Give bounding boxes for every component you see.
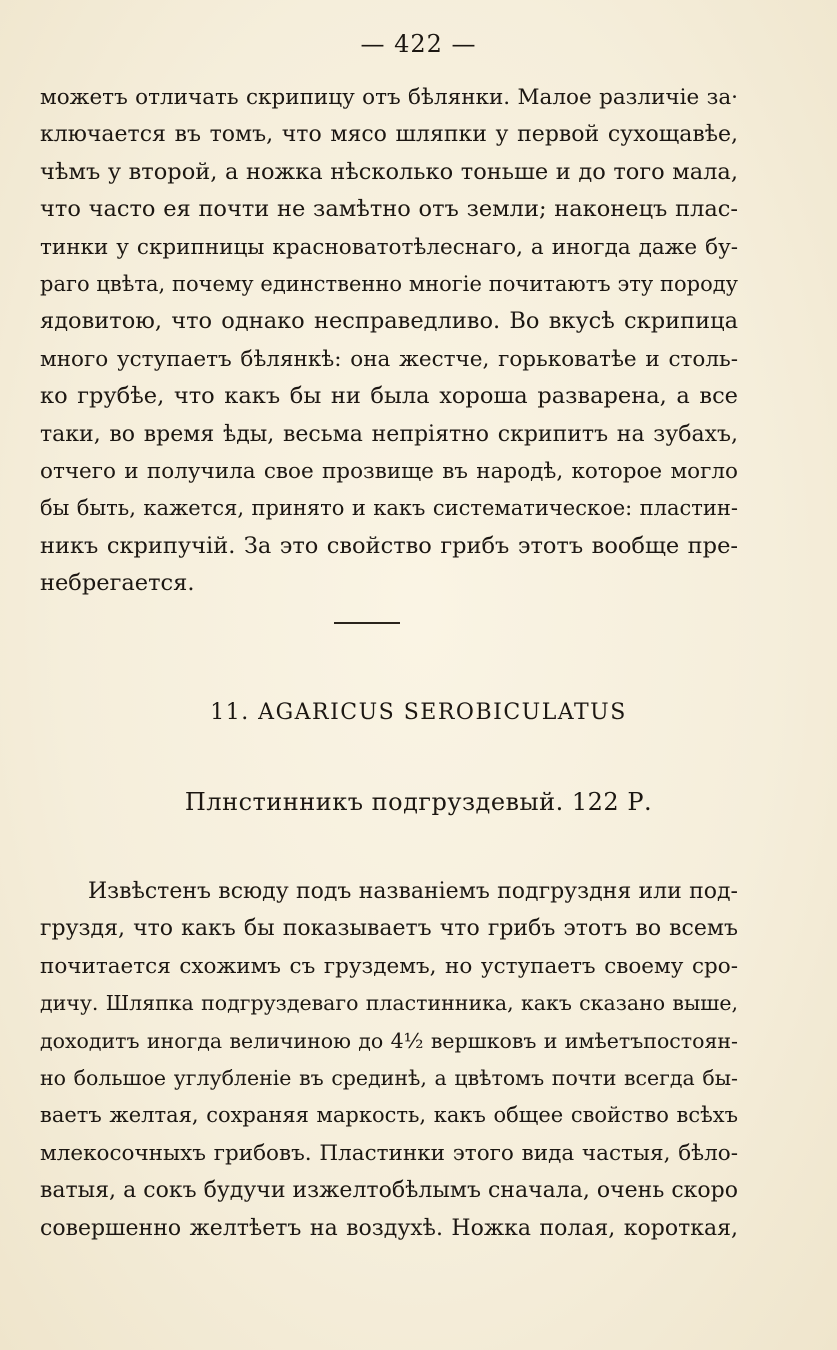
text-line: можетъ отличать скрипицу отъ бѣлянки. Малое различіе за·: [40, 85, 738, 110]
paragraph-2: [40, 873, 738, 1247]
text-line: но большое углубленіе въ срединѣ, а цвѣтомъ почти всегда бы-: [40, 1065, 738, 1090]
section-heading: 11. AGARICUS SEROBICULATUS: [210, 700, 627, 725]
text-line: дичу. Шляпка подгруздеваго пластинника, какъ сказано выше,: [40, 991, 738, 1016]
text-line: что часто ея почти не замѣтно отъ земли; наконецъ плас-: [40, 196, 738, 223]
text-line: ключается въ томъ, что мясо шляпки у первой сухощавѣе,: [40, 122, 738, 148]
text-line: ядовитою, что однако несправедливо. Во вкусѣ скрипица: [40, 308, 738, 335]
paragraph-1: [40, 79, 738, 602]
text-line: Извѣстенъ всюду подъ названіемъ подгруздня или под-: [88, 879, 738, 904]
text-line: ко грубѣе, что какъ бы ни была хороша разварена, а все: [40, 383, 738, 410]
text-line: бы быть, кажется, принято и какъ систематическое: пластин-: [40, 496, 738, 521]
text-line: млекосочныхъ грибовъ. Пластинки этого вида частыя, бѣло-: [40, 1140, 738, 1166]
text-line: небрегается.: [40, 570, 195, 597]
text-line: совершенно желтѣетъ на воздухѣ. Ножка полая, короткая,: [40, 1215, 738, 1241]
page-number: — 422 —: [360, 30, 477, 58]
text-line: отчего и получила свое прозвище въ народѣ, которое могло: [40, 458, 738, 484]
text-line: таки, во время ѣды, весьма непріятно скрипитъ на зубахъ,: [40, 421, 738, 447]
section-subheading: Плнстинникъ подгруздевый. 122 Р.: [184, 788, 653, 816]
text-line: раго цвѣта, почему единственно многіе почитаютъ эту породу: [40, 271, 738, 296]
text-line: чѣмъ у второй, а ножка нѣсколько тоньше и до того мала,: [40, 158, 738, 185]
text-line: почитается схожимъ съ груздемъ, но уступаетъ своему сро-: [40, 953, 738, 979]
text-line: тинки у скрипницы красноватотѣлеснаго, а иногда даже бу-: [40, 234, 738, 260]
text-line: много уступаетъ бѣлянкѣ: она жестче, горьковатѣе и столь-: [40, 346, 738, 372]
section-divider: [334, 622, 400, 624]
text-line: груздя, что какъ бы показываетъ что грибъ этотъ во всемъ: [40, 916, 738, 942]
text-line: доходитъ иногда величиною до 4½ вершковъ и имѣетъпостоян-: [40, 1028, 738, 1053]
text-line: ватыя, а сокъ будучи изжелтобѣлымъ сначала, очень скоро: [40, 1178, 738, 1204]
text-line: ваетъ желтая, сохраняя маркость, какъ общее свойство всѣхъ: [40, 1103, 738, 1128]
text-line: никъ скрипучій. За это свойство грибъ этотъ вообще пре-: [40, 532, 738, 559]
